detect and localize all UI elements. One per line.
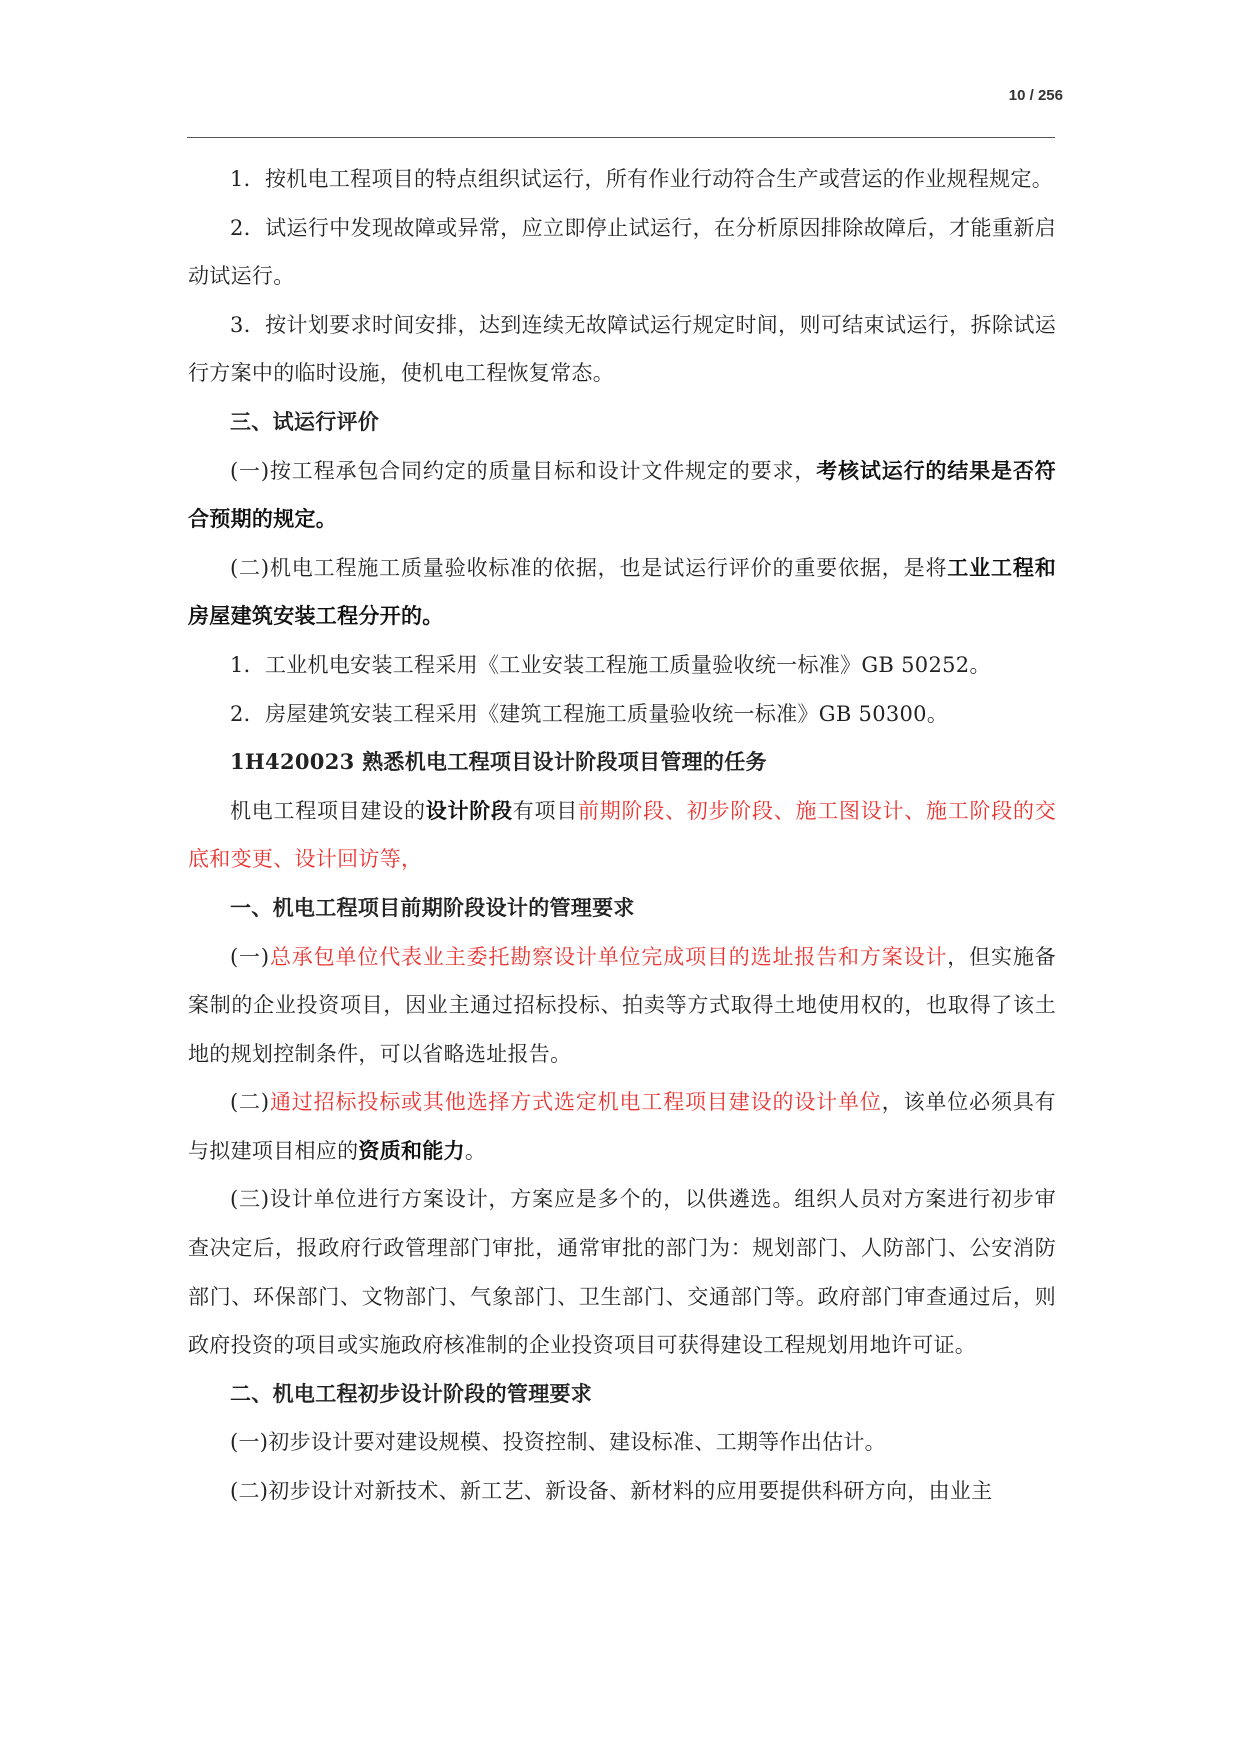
text: (一) [230,944,270,969]
bold-text: 设计阶段 [425,797,513,823]
section-heading-trial-run-evaluation [188,398,1056,447]
text: 2．房屋建筑安装工程采用《建筑工程施工质量验收统一标准》GB 50300。 [230,701,949,726]
paragraph-initial-design-1 [188,1418,1056,1467]
paragraph-preliminary-1 [188,933,1056,1079]
bold-text: 资质和能力 [358,1137,465,1163]
paragraph-trial-run-step-3 [188,301,1056,398]
paragraph-standard-industrial [188,641,1056,690]
paragraph-design-stages [188,787,1056,884]
bold-text: 考核试运行的结果是否符合预期的规定。 [188,457,1056,532]
text: (一)按工程承包合同约定的质量目标和设计文件规定的要求， [230,458,817,483]
page-number: 10 / 256 [1008,87,1063,104]
text: 3．按计划要求时间安排，达到连续无故障试运行规定时间，则可结束试运行，拆除试运行方案中的临时设施，使机电工程恢复常态。 [188,312,1056,386]
text: (二) [230,1090,270,1115]
text: 1．工业机电安装工程采用《工业安装工程施工质量验收统一标准》GB 50252。 [230,652,991,677]
text: 机电工程项目建设的 [230,798,426,823]
text: (二)机电工程施工质量验收标准的依据，也是试运行评价的重要依据，是将 [230,555,948,580]
paragraph-preliminary-3 [188,1175,1056,1369]
section-heading-1h420023 [188,738,1056,787]
bold-text: 工业工程和房屋建筑安装工程分开的。 [188,554,1056,629]
document-body [188,155,1056,1516]
section-heading-initial-design [188,1370,1056,1419]
paragraph-trial-run-step-2 [188,204,1056,301]
highlight-red-text: 通过招标投标或其他选择方式选定机电工程项目建设的设计单位 [269,1090,882,1115]
text: ，该单位必须具有与拟建项目相应的 [188,1090,1056,1163]
paragraph-preliminary-2 [188,1078,1056,1175]
paragraph-initial-design-2 [188,1467,1056,1516]
text: ，但实施备案制的企业投资项目，因业主通过招标投标、拍卖等方式取得土地使用权的，也取得了该土地的规划控制条件，可以省略选址报告。 [188,944,1056,1066]
text: 1．按机电工程项目的特点组织试运行，所有作业行动符合生产或营运的作业规程规定。 [230,167,1054,191]
text: 有项目 [512,798,578,823]
text: 2．试运行中发现故障或异常，应立即停止试运行，在分析原因排除故障后，才能重新启动试运行。 [188,215,1056,289]
heading-text: 二、机电工程初步设计阶段的管理要求 [230,1380,593,1406]
heading-text: 一、机电工程项目前期阶段设计的管理要求 [230,894,635,920]
paragraph-standard-building [188,690,1056,739]
heading-text: 三、试运行评价 [230,408,380,434]
text: 。 [464,1138,487,1163]
section-heading-preliminary-stage [188,884,1056,933]
highlight-red-text: 前期阶段、初步阶段、施工图设计、施工阶段的交底和变更、设计回访等， [188,798,1056,872]
heading-text: 1H420023 熟悉机电工程项目设计阶段项目管理的任务 [230,749,767,775]
paragraph-evaluation-1 [188,447,1056,544]
text: (一)初步设计要对建设规模、投资控制、建设标准、工期等作出估计。 [230,1430,886,1455]
header-divider [187,137,1055,138]
highlight-red-text: 总承包单位代表业主委托勘察设计单位完成项目的选址报告和方案设计 [269,944,948,969]
text: (三)设计单位进行方案设计，方案应是多个的，以供遴选。组织人员对方案进行初步审查决定后，报政府行政管理部门审批，通常审批的部门为：规划部门、人防部门、公安消防部门、环保部门、文物部门、气象部门、卫生部门、交通部门等。政府部门审查通过后，则政府投资的项目或实施政府核准制的企业投资项目可获得建设工程规划用地许可证。 [188,1187,1056,1358]
paragraph-trial-run-step-1 [188,155,1056,204]
paragraph-evaluation-2 [188,544,1056,641]
text: (二)初步设计对新技术、新工艺、新设备、新材料的应用要提供科研方向，由业主 [230,1479,993,1504]
